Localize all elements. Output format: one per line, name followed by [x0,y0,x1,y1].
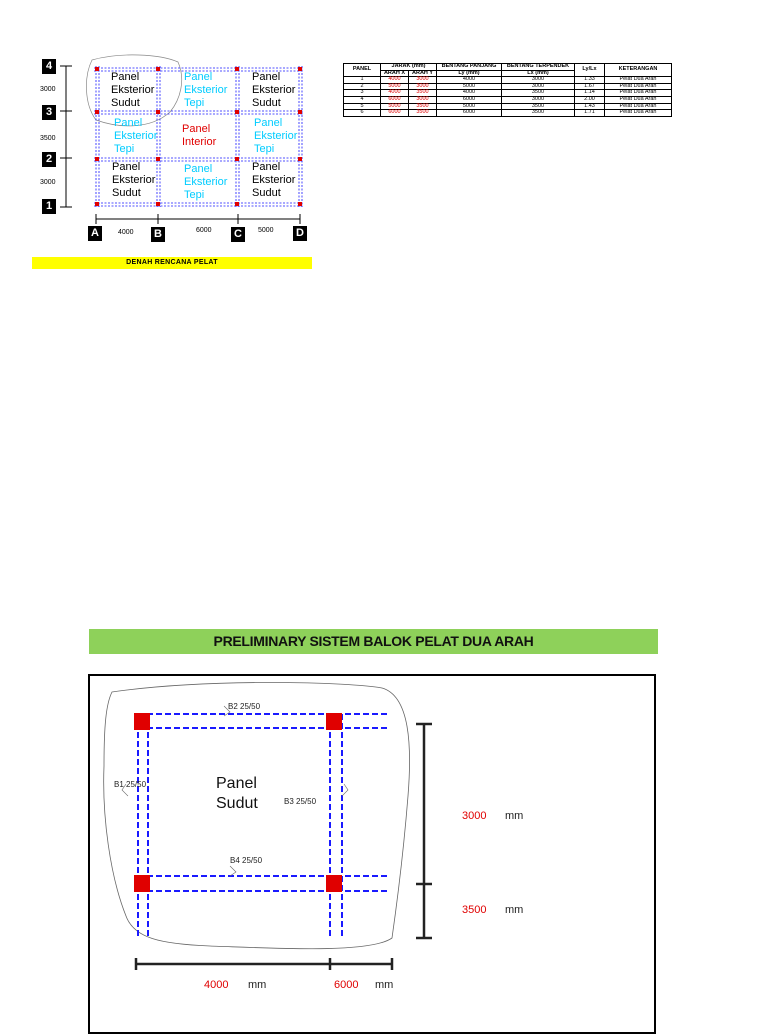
beam-label-b1: B1 25/50 [114,780,147,789]
table-cell: 3000 [502,83,575,90]
table-row [344,110,672,117]
dim-4000: 4000 [204,979,229,991]
th-arah-y: ARAH Y [409,70,437,77]
row-spacing-3: 3000 [40,179,56,186]
panel-label-7: Panel Eksterior Sudut [112,161,156,199]
detail-beams [138,714,390,938]
table-cell: 5000 [437,103,502,110]
table-cell: 3500 [502,110,575,117]
table-cell: Pelat Dua Arah [605,83,672,90]
beam-label-b2: B2 25/50 [228,702,261,711]
detail-drawing [90,676,654,1032]
panel-label-6: Panel Eksterior Tepi [254,117,298,155]
table-cell: 1.33 [575,77,605,84]
grid-tag-row-1: 1 [42,199,56,214]
beam-label-b4: B4 25/50 [230,856,263,865]
th-bentang-panjang: BENTANG PANJANG [437,64,502,71]
table-cell: 3500 [409,110,437,117]
table-cell: 1.71 [575,110,605,117]
table-cell: 3500 [409,103,437,110]
table-body [344,77,672,117]
section-title-bar [89,629,658,654]
row-spacing-2: 3500 [40,135,56,142]
detail-frame [88,674,656,1034]
table-cell: Pelat Dua Arah [605,77,672,84]
dim-3000-unit: mm [505,810,524,822]
table-cell: 4000 [437,77,502,84]
dim-3000: 3000 [462,810,487,822]
table-cell: 4000 [437,90,502,97]
dim-3500-unit: mm [505,904,524,916]
table-cell: 2 [344,83,381,90]
panel-label-5: Panel Interior [182,123,217,148]
table-cell: 3500 [502,103,575,110]
table-cell: 3500 [502,90,575,97]
plan-caption: DENAH RENCANA PELAT [32,257,312,269]
table-cell: 1.67 [575,83,605,90]
th-panel: PANEL [344,64,381,77]
table-cell: 3500 [409,90,437,97]
table-cell: 6000 [381,96,409,103]
th-ratio: Ly/Lx [575,64,605,77]
dim-6000-unit: mm [375,979,394,991]
col-spacing-3: 5000 [258,227,274,234]
table-cell: 1.43 [575,103,605,110]
panel-label-9: Panel Eksterior Sudut [252,161,296,199]
table-cell: 4000 [381,90,409,97]
table-cell: 5000 [381,83,409,90]
panel-label-1: Panel Eksterior Sudut [111,71,155,109]
table-cell: 6 [344,110,381,117]
detail-vertical-dimension [416,724,432,938]
table-cell: 6000 [381,110,409,117]
table-cell: 6000 [437,96,502,103]
table-cell: Pelat Dua Arah [605,103,672,110]
th-arah-x: ARAH X [381,70,409,77]
table-cell: 5000 [381,103,409,110]
grid-tag-col-d: D [293,226,307,241]
panel-label-3: Panel Eksterior Sudut [252,71,296,109]
table-cell: 1 [344,77,381,84]
table-cell: 3000 [409,96,437,103]
row-spacing-1: 3000 [40,86,56,93]
col-spacing-2: 6000 [196,227,212,234]
table-cell: 1.14 [575,90,605,97]
table-cell: 4000 [381,77,409,84]
grid-tag-col-b: B [151,227,165,242]
table-cell: 5 [344,103,381,110]
beam-label-b3: B3 25/50 [284,797,317,806]
grid-tag-row-3: 3 [42,105,56,120]
panel-label-2: Panel Eksterior Tepi [184,71,228,109]
table-cell: 2.00 [575,96,605,103]
vertical-dimension-line [60,66,72,207]
table-cell: 3000 [502,96,575,103]
dim-3500: 3500 [462,904,487,916]
grid-tag-col-a: A [88,226,102,241]
th-lx: Lx (mm) [502,70,575,77]
table-cell: 5000 [437,83,502,90]
th-keterangan: KETERANGAN [605,64,672,77]
table-cell: 3000 [409,77,437,84]
th-jarak: JARAK (mm) [381,64,437,71]
panel-span-table [343,63,672,117]
grid-tag-row-2: 2 [42,152,56,167]
grid-tag-col-c: C [231,227,245,242]
table-cell: Pelat Dua Arah [605,90,672,97]
section-title: PRELIMINARY SISTEM BALOK PELAT DUA ARAH [213,633,534,649]
table-cell: 4 [344,96,381,103]
dim-6000: 6000 [334,979,359,991]
table-cell: 6000 [437,110,502,117]
table-cell: Pelat Dua Arah [605,96,672,103]
th-bentang-terpendek: BENTANG TERPENDEK [502,64,575,71]
horizontal-dimension-line [96,214,300,224]
grid-tag-row-4: 4 [42,59,56,74]
panel-label-4: Panel Eksterior Tepi [114,117,158,155]
table-cell: 3000 [502,77,575,84]
th-ly: Ly (mm) [437,70,502,77]
detail-horizontal-dimension [136,958,392,970]
table-cell: 3000 [409,83,437,90]
table-cell: 3 [344,90,381,97]
detail-panel-label: Panel Sudut [216,775,258,812]
dim-4000-unit: mm [248,979,267,991]
col-spacing-1: 4000 [118,229,134,236]
table-cell: Pelat Dua Arah [605,110,672,117]
panel-label-8: Panel Eksterior Tepi [184,163,228,201]
